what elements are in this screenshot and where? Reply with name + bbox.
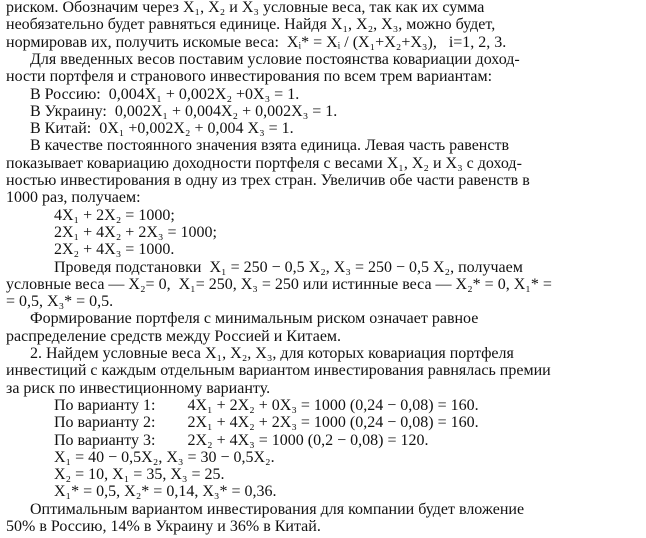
text-line: ностью инвестирования в одну из трех стран. Увеличив обе части равенств в <box>6 172 530 189</box>
text-line: условные веса — X₂= 0, X₁= 250, X₃ = 250 или истинные веса — X₂* = 0, X₁* = <box>6 275 552 293</box>
variant-equation: По варианту 3: 2X₂ + 4X₃ = 1000 (0,2 − 0,08) = 120. <box>54 431 429 449</box>
text-line: В качестве постоянного значения взята единица. Левая часть равенств <box>30 137 509 155</box>
text-line: распределение средств между Россией и Китаем. <box>6 327 342 345</box>
text-line: необязательно будет равняться единице. Найдя X₁, X₂, X₃, можно будет, <box>6 16 496 34</box>
equation-line: 4X₁ + 2X₂ = 1000; <box>54 206 175 224</box>
equation-line: X₂ = 10, X₁ = 35, X₃ = 25. <box>54 466 225 484</box>
formula-line: нормировав их, получить искомые веса: Xᵢ* = Xᵢ / (X₁+X₂+X₃), i=1, 2, 3. <box>6 33 507 51</box>
text-line: за риск по инвестиционному варианту. <box>6 379 271 397</box>
variant-equation: По варианту 1: 4X₁ + 2X₂ + 0X₃ = 1000 (0,24 − 0,08) = 160. <box>54 396 479 414</box>
text-line: риском. Обозначим через X₁, X₂ и X₃ условные веса, так как их сумма <box>6 0 485 16</box>
text-line: = 0,5, X₃* = 0,5. <box>6 293 114 311</box>
text-line: Формирование портфеля с минимальным риском означает равное <box>30 310 479 328</box>
text-line: инвестиций с каждым отдельным вариантом инвестирования равнялась премии <box>6 362 551 380</box>
text-line: 50% в Россию, 14% в Украину и 36% в Китай. <box>6 518 321 535</box>
variant-equation: По варианту 2: 2X₁ + 4X₂ + 2X₃ = 1000 (0,24 − 0,08) = 160. <box>54 414 479 432</box>
text-line: Оптимальным вариантом инвестирования для компании будет вложение <box>30 500 525 518</box>
equation-line: 2X₂ + 4X₃ = 1000. <box>54 241 175 259</box>
text-line: Для введенных весов поставим условие постоянства ковариации доход- <box>30 50 520 68</box>
equation-line: X₁* = 0,5, X₂* = 0,14, X₃* = 0,36. <box>54 483 277 501</box>
text-line: ности портфеля и странового инвестирования по всем трем вариантам: <box>6 68 493 86</box>
text-line: 2. Найдем условные веса X₁, X₂, X₃, для которых ковариация портфеля <box>30 345 514 362</box>
equation-ukraine: В Украину: 0,002X₁ + 0,004X₂ + 0,002X₃ = 1. <box>30 102 338 120</box>
text-line: Проведя подстановки X₁ = 250 − 0,5 X₂, X₃ = 250 − 0,5 X₂, получаем <box>54 258 523 276</box>
equation-russia: В Россию: 0,004X₁ + 0,002X₂ +0X₃ = 1. <box>30 85 300 103</box>
text-line: 1000 раз, получаем: <box>6 189 141 207</box>
equation-line: X₁ = 40 − 0,5X₂, X₃ = 30 − 0,5X₂. <box>54 448 275 466</box>
text-line: показывает ковариацию доходности портфеля с весами X₁, X₂ и X₃ с доход- <box>6 154 522 172</box>
equation-china: В Китай: 0X₁ +0,002X₂ + 0,004 X₃ = 1. <box>30 120 294 138</box>
equation-line: 2X₁ + 4X₂ + 2X₃ = 1000; <box>54 223 217 241</box>
